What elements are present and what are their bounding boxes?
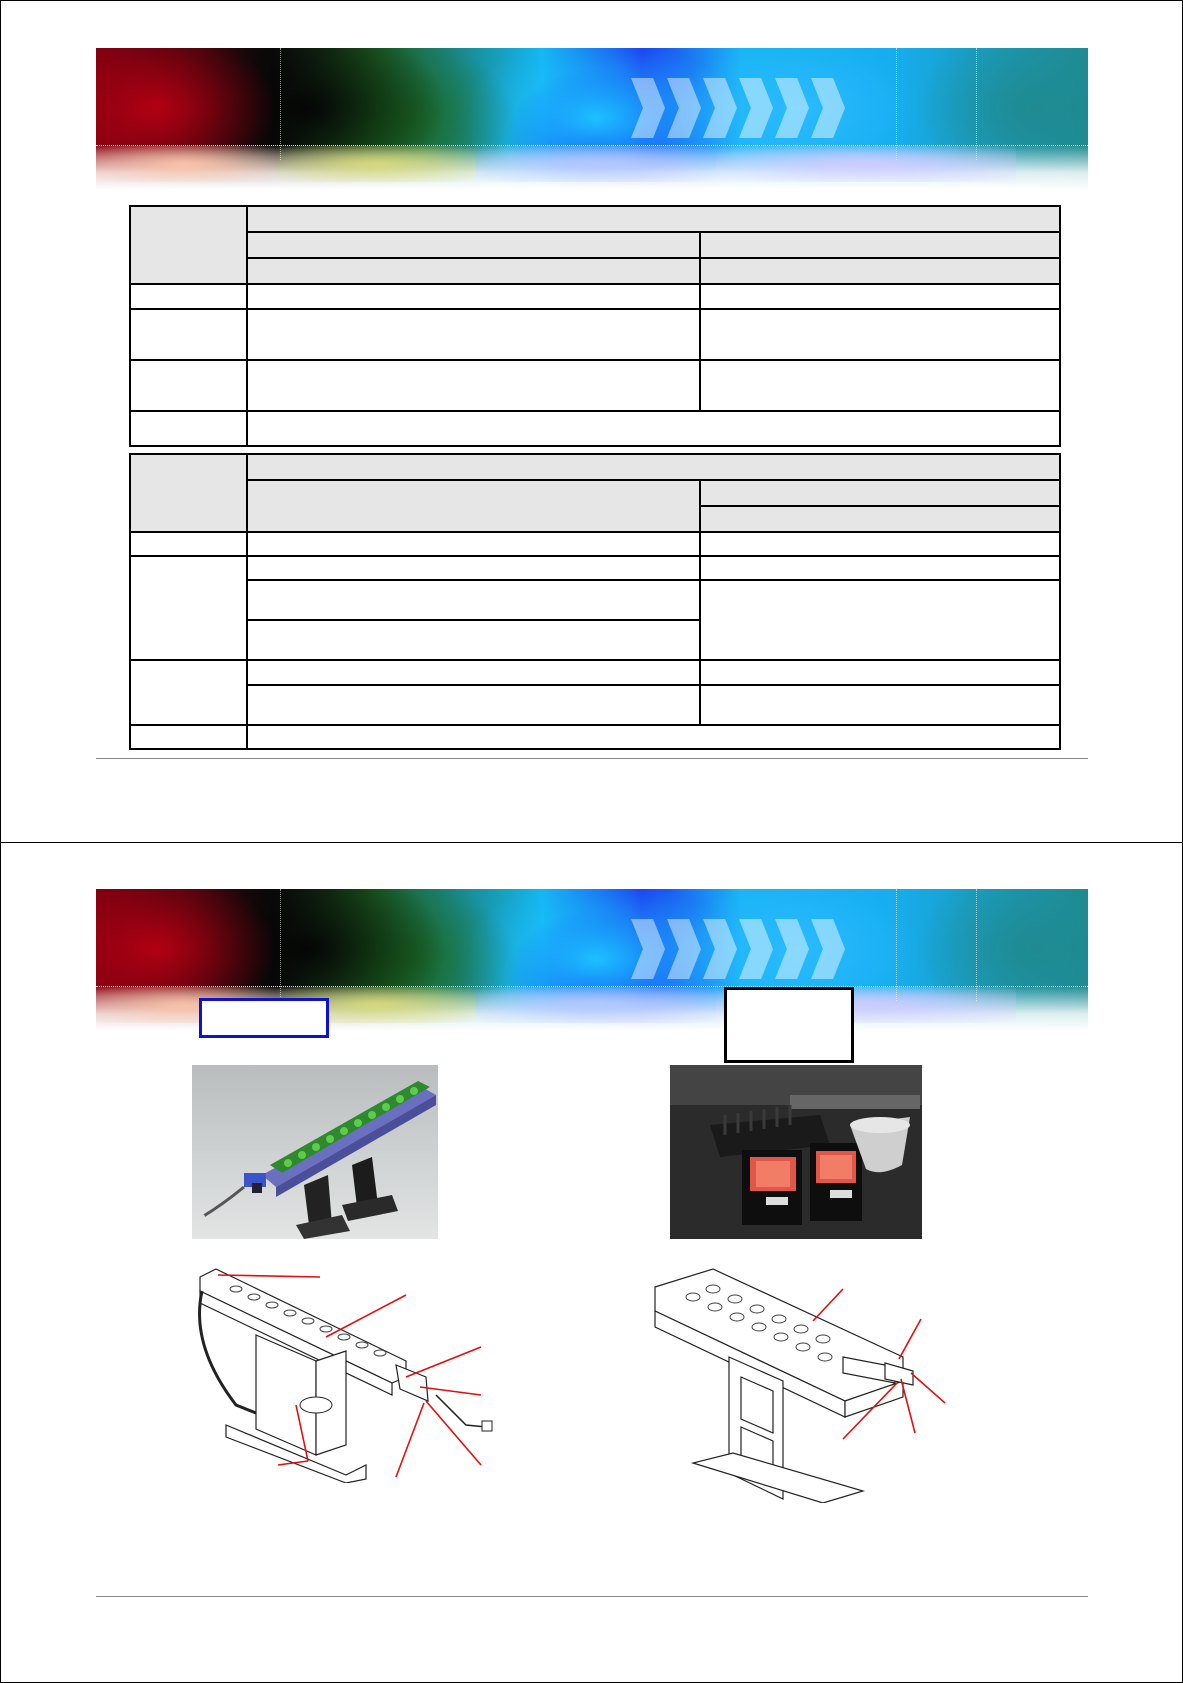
- document-page-2: [0, 842, 1183, 1683]
- table-row: [130, 411, 1060, 446]
- table-header-cell: [130, 454, 247, 532]
- spec-table-1: [129, 205, 1061, 447]
- table-header-cell: [700, 480, 1060, 506]
- chevron-decoration: [631, 919, 851, 979]
- table-row: [130, 284, 1060, 309]
- nozzle-station-diagram-left: [196, 1265, 516, 1483]
- table-row: [130, 725, 1060, 749]
- table-header-cell: [247, 206, 1060, 232]
- table-header-cell: [247, 454, 1060, 480]
- table-header-cell: [700, 506, 1060, 532]
- header-banner: [96, 48, 1088, 190]
- table-row: [130, 360, 1060, 411]
- footer-divider: [96, 758, 1088, 759]
- table-row: [130, 685, 1060, 725]
- table-row: [130, 309, 1060, 360]
- table-row: [130, 556, 1060, 580]
- table-header-cell: [247, 480, 700, 532]
- table-header-cell: [700, 258, 1060, 284]
- left-label-box: [199, 998, 329, 1038]
- nozzle-station-render: [192, 1065, 438, 1239]
- table-header-cell: [130, 206, 247, 284]
- spec-table-2: [129, 453, 1061, 750]
- table-row: [130, 532, 1060, 556]
- table-header-cell: [247, 232, 700, 258]
- nozzle-station-diagram-right: [653, 1267, 963, 1503]
- table-header-cell: [700, 232, 1060, 258]
- footer-divider: [96, 1596, 1088, 1597]
- table-row: [130, 580, 1060, 620]
- chevron-decoration: [631, 78, 851, 138]
- table-row: [130, 660, 1060, 685]
- table-header-cell: [247, 258, 700, 284]
- nozzle-station-photo: [670, 1065, 922, 1239]
- right-label-box: [724, 987, 854, 1063]
